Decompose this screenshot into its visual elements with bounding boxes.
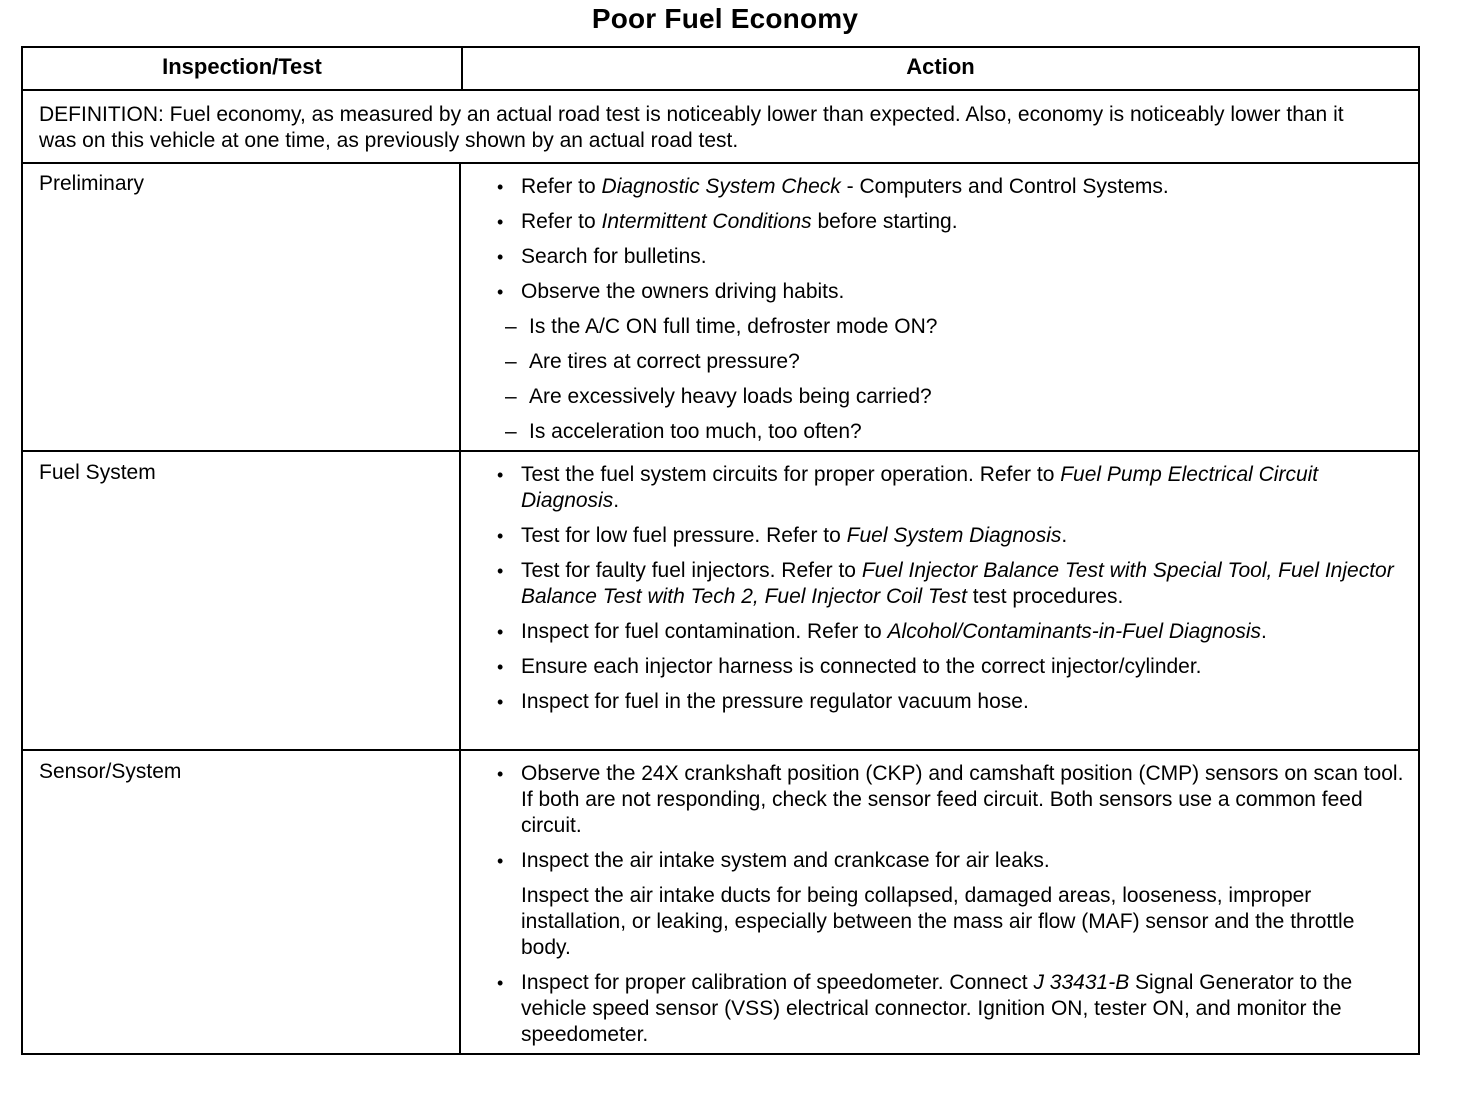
item-reference: Alcohol/Contaminants-in-Fuel Diagnosis: [887, 620, 1262, 643]
dash: –: [505, 315, 517, 338]
item-text: Is the A/C ON full time, defroster mode ON?: [529, 315, 938, 338]
list-item: [495, 970, 1404, 1048]
header-inspection-test: Inspection/Test: [162, 54, 322, 79]
sub-item: [495, 314, 1404, 340]
category-fuel-system: Fuel System: [39, 461, 156, 484]
item-reference: Fuel Injector Balance Test with Special Tool, Fuel Injector Balance Test with Tech 2, Fuel Injector Coil Test: [521, 559, 1394, 608]
list-item: [495, 279, 1404, 305]
item-text: Observe the 24X crankshaft position (CKP) and camshaft position (CMP) sensors on scan tool. If both are not responding, check the sensor feed circuit. Both sensors use a common feed circuit.: [521, 762, 1404, 837]
list-item: [495, 619, 1404, 645]
dash: –: [505, 420, 517, 443]
sub-item: [495, 384, 1404, 410]
header-column-divider: [461, 48, 463, 89]
item-text: Is acceleration too much, too often?: [529, 420, 862, 443]
item-reference: J 33431-B: [1033, 971, 1130, 994]
page-title: Poor Fuel Economy: [591, 3, 859, 34]
item-text: .: [1061, 524, 1068, 547]
list-item: [495, 244, 1404, 270]
list-item: [495, 462, 1404, 514]
definition-text: DEFINITION: Fuel economy, as measured by an actual road test is noticeably lower than expected. Also, economy is noticeably lower than it was on this vehicle at one time, as previously shown by an actual road test.: [39, 103, 1344, 152]
header-action: Action: [906, 54, 975, 79]
fuel-system-actions: [495, 462, 1404, 724]
item-text: test procedures.: [966, 585, 1124, 608]
bullet: •: [497, 526, 504, 546]
list-item: [495, 523, 1404, 549]
item-text: before starting.: [811, 210, 958, 233]
diagnostic-table: [21, 46, 1420, 1055]
list-item: [495, 848, 1404, 874]
bullet: •: [497, 851, 504, 871]
column-divider: [459, 162, 461, 1053]
bullet: •: [497, 657, 504, 677]
bullet: •: [497, 561, 504, 581]
bullet: •: [497, 465, 504, 485]
item-text: Refer to: [521, 210, 602, 233]
sub-item: [495, 419, 1404, 445]
list-item: [495, 654, 1404, 680]
item-text: Test the fuel system circuits for proper operation. Refer to: [521, 463, 1061, 486]
item-text: Search for bulletins.: [521, 245, 707, 268]
item-text: .: [613, 489, 620, 512]
bullet: •: [497, 973, 504, 993]
category-preliminary: Preliminary: [39, 172, 145, 195]
item-text: Inspect for fuel in the pressure regulator vacuum hose.: [521, 690, 1029, 713]
sub-item: [495, 349, 1404, 375]
preliminary-actions: [495, 174, 1404, 454]
bullet: •: [497, 177, 504, 197]
item-text: Signal Generator to the vehicle speed sensor (VSS) electrical connector. Ignition ON, tester ON, and monitor the speedometer.: [521, 971, 1353, 1046]
category-sensor-system: Sensor/System: [39, 760, 182, 783]
row-divider-2: [23, 749, 1418, 751]
item-reference: Fuel Pump Electrical Circuit Diagnosis: [521, 463, 1319, 512]
bullet: •: [497, 282, 504, 302]
list-item: [495, 689, 1404, 715]
list-item: [495, 761, 1404, 839]
bullet: •: [497, 247, 504, 267]
bullet: •: [497, 212, 504, 232]
item-text: Inspect for fuel contamination. Refer to: [521, 620, 888, 643]
item-text: .: [1261, 620, 1267, 643]
item-text: Ensure each injector harness is connected to the correct injector/cylinder.: [521, 655, 1202, 678]
bullet: •: [497, 622, 504, 642]
item-reference: Intermittent Conditions: [601, 210, 812, 233]
item-reference: Diagnostic System Check: [601, 175, 841, 198]
definition-divider: [23, 162, 1418, 164]
item-text: Test for low fuel pressure. Refer to: [521, 524, 847, 547]
item-text: Test for faulty fuel injectors. Refer to: [521, 559, 862, 582]
item-text: Are tires at correct pressure?: [529, 350, 800, 373]
bullet: •: [497, 764, 504, 784]
item-text: - Computers and Control Systems.: [840, 175, 1169, 198]
dash: –: [505, 385, 517, 408]
item-text: Are excessively heavy loads being carried?: [529, 385, 932, 408]
item-reference: Fuel System Diagnosis: [846, 524, 1062, 547]
item-paragraph: Inspect the air intake ducts for being collapsed, damaged areas, looseness, improper installation, or leaking, especially between the mass air flow (MAF) sensor and the throttle body.: [521, 884, 1355, 959]
item-text: Observe the owners driving habits.: [521, 280, 845, 303]
sensor-system-actions: [495, 761, 1404, 1057]
item-text: Inspect for proper calibration of speedometer. Connect: [521, 971, 1034, 994]
item-text: Inspect the air intake system and crankcase for air leaks.: [521, 849, 1050, 872]
item-text: Refer to: [521, 175, 602, 198]
bullet: •: [497, 692, 504, 712]
header-divider: [23, 89, 1418, 91]
dash: –: [505, 350, 517, 373]
list-item: [495, 558, 1404, 610]
list-item: [495, 209, 1404, 235]
list-item: [495, 174, 1404, 200]
